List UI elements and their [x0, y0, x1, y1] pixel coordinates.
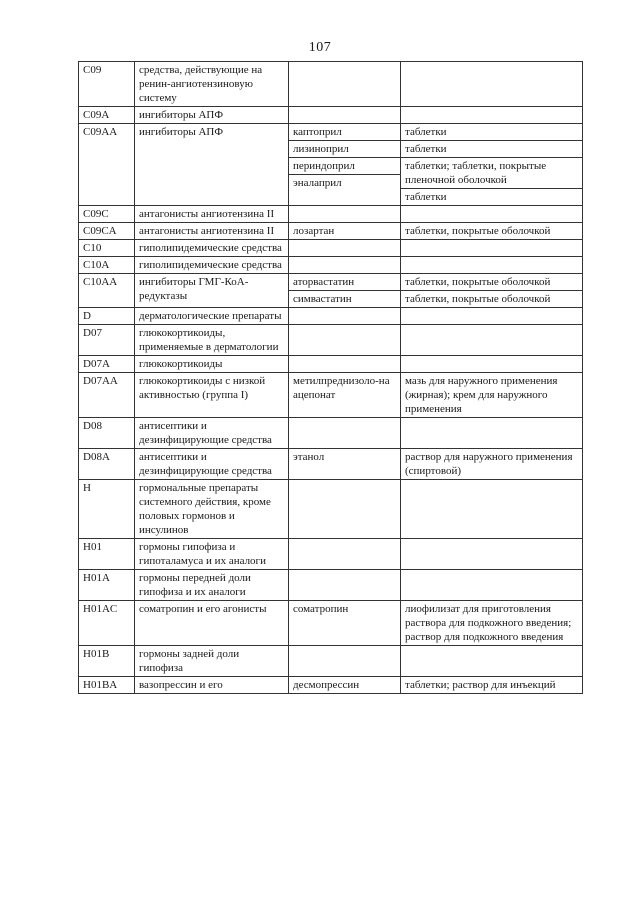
drug-name: десмопрессин [293, 679, 360, 691]
atc-code-cell: C09AA [79, 124, 135, 206]
page-number: 107 [308, 40, 332, 55]
dosage-form-cell [401, 570, 583, 601]
table-row [79, 62, 583, 107]
drug-name-cell [289, 646, 401, 677]
drug-name: эналаприл [289, 174, 400, 191]
atc-code-cell: D07A [79, 356, 135, 373]
drug-name-cell [289, 240, 401, 257]
dosage-form: таблетки [401, 188, 582, 205]
dosage-form-cell [401, 240, 583, 257]
anatomical-group-cell: соматропин и его агонисты [135, 601, 289, 646]
table-row [79, 107, 583, 124]
table-row [79, 308, 583, 325]
dosage-form-cell [401, 356, 583, 373]
dosage-form-cell [401, 418, 583, 449]
anatomical-group-cell: антагонисты ангиотензина II [135, 206, 289, 223]
dosage-form-cell [401, 677, 583, 694]
drug-name-cell [289, 274, 401, 308]
anatomical-group-cell: гиполипидемические средства [135, 240, 289, 257]
drug-name: симвастатин [289, 290, 400, 307]
drug-name-cell [289, 449, 401, 480]
table-row [79, 480, 583, 539]
anatomical-group-cell: глюкокортикоиды с низкой активностью (группа I) [135, 373, 289, 418]
anatomical-group-cell: гормоны передней доли гипофиза и их аналоги [135, 570, 289, 601]
dosage-form-cell [401, 206, 583, 223]
table-row [79, 677, 583, 694]
dosage-form-cell [401, 539, 583, 570]
dosage-form-cell [401, 62, 583, 107]
drug-name-cell [289, 325, 401, 356]
drug-name-cell [289, 373, 401, 418]
atc-table-body [79, 62, 583, 694]
table-row [79, 646, 583, 677]
table-row [79, 418, 583, 449]
atc-code-cell: H01BA [79, 677, 135, 694]
atc-code-cell: D [79, 308, 135, 325]
atc-code-cell: C10A [79, 257, 135, 274]
anatomical-group-cell: вазопрессин и его [135, 677, 289, 694]
atc-code-cell: C10 [79, 240, 135, 257]
atc-code-cell: D07AA [79, 373, 135, 418]
atc-code-cell: D08 [79, 418, 135, 449]
table-row [79, 223, 583, 240]
atc-code-cell: H01B [79, 646, 135, 677]
atc-code-cell: D07 [79, 325, 135, 356]
atc-code-cell: C09 [79, 62, 135, 107]
anatomical-group-cell: антисептики и дезинфицирующие средства [135, 449, 289, 480]
dosage-form-cell [401, 480, 583, 539]
table-row [79, 373, 583, 418]
atc-code-cell: H01 [79, 539, 135, 570]
dosage-form-cell [401, 274, 583, 308]
dosage-form-cell [401, 646, 583, 677]
anatomical-group-cell: ингибиторы АПФ [135, 124, 289, 206]
drug-name-cell [289, 539, 401, 570]
dosage-form-cell [401, 373, 583, 418]
dosage-form-cell [401, 601, 583, 646]
table-row [79, 274, 583, 308]
anatomical-group-cell: дерматологические препараты [135, 308, 289, 325]
anatomical-group-cell: гормоны задней доли гипофиза [135, 646, 289, 677]
drug-name-cell [289, 480, 401, 539]
drug-name-cell [289, 677, 401, 694]
atc-code-cell: C09C [79, 206, 135, 223]
drug-name: соматропин [293, 603, 349, 615]
drug-name: лозартан [293, 225, 335, 237]
dosage-form-cell [401, 124, 583, 206]
drug-name-cell [289, 257, 401, 274]
drug-name: каптоприл [293, 126, 342, 138]
table-row [79, 206, 583, 223]
dosage-form-cell [401, 107, 583, 124]
table-row [79, 539, 583, 570]
drug-name-cell [289, 107, 401, 124]
dosage-form: таблетки, покрытые оболочкой [401, 290, 582, 307]
atc-code-cell: H01AC [79, 601, 135, 646]
drug-name-cell [289, 62, 401, 107]
dosage-form-cell [401, 223, 583, 240]
dosage-form-cell [401, 257, 583, 274]
table-row [79, 570, 583, 601]
atc-code-cell: H01A [79, 570, 135, 601]
drug-name-cell [289, 124, 401, 206]
atc-code-cell: D08A [79, 449, 135, 480]
anatomical-group-cell: глюкокортикоиды [135, 356, 289, 373]
atc-code-cell: C10AA [79, 274, 135, 308]
drug-name: метилпреднизоло-на ацепонат [293, 375, 390, 401]
dosage-form: мазь для наружного применения (жирная); крем для наружного применения [405, 375, 558, 415]
table-row [79, 124, 583, 206]
dosage-form: таблетки [405, 126, 447, 138]
table-row [79, 449, 583, 480]
dosage-form-cell [401, 449, 583, 480]
dosage-form: таблетки; раствор для инъекций [405, 679, 556, 691]
dosage-form-cell [401, 325, 583, 356]
dosage-form: таблетки, покрытые оболочкой [405, 276, 551, 288]
anatomical-group-cell: гормональные препараты системного действия, кроме половых гормонов и инсулинов [135, 480, 289, 539]
anatomical-group-cell: гормоны гипофиза и гипоталамуса и их аналоги [135, 539, 289, 570]
atc-drug-table [78, 61, 583, 694]
atc-code-cell: C09A [79, 107, 135, 124]
dosage-form-cell [401, 308, 583, 325]
dosage-form: раствор для наружного применения (спиртовой) [405, 451, 573, 477]
table-row [79, 325, 583, 356]
drug-name: лизиноприл [289, 140, 400, 157]
drug-name: периндоприл [289, 157, 400, 174]
anatomical-group-cell: средства, действующие на ренин-ангиотензиновую систему [135, 62, 289, 107]
dosage-form: таблетки, покрытые оболочкой [405, 225, 551, 237]
anatomical-group-cell: антагонисты ангиотензина II [135, 223, 289, 240]
dosage-form: таблетки; таблетки, покрытые пленочной оболочкой [401, 157, 582, 188]
anatomical-group-cell: антисептики и дезинфицирующие средства [135, 418, 289, 449]
drug-name-cell [289, 308, 401, 325]
drug-name-cell [289, 223, 401, 240]
drug-name-cell [289, 601, 401, 646]
anatomical-group-cell: ингибиторы ГМГ-КоА-редуктазы [135, 274, 289, 308]
atc-code-cell: H [79, 480, 135, 539]
anatomical-group-cell: ингибиторы АПФ [135, 107, 289, 124]
drug-name-cell [289, 356, 401, 373]
table-row [79, 356, 583, 373]
table-row [79, 257, 583, 274]
drug-name: аторвастатин [293, 276, 355, 288]
atc-code-cell: C09CA [79, 223, 135, 240]
drug-name-cell [289, 418, 401, 449]
drug-name: этанол [293, 451, 325, 463]
drug-name-cell [289, 570, 401, 601]
dosage-form: таблетки [401, 140, 582, 157]
table-row [79, 240, 583, 257]
anatomical-group-cell: глюкокортикоиды, применяемые в дерматологии [135, 325, 289, 356]
anatomical-group-cell: гиполипидемические средства [135, 257, 289, 274]
table-row [79, 601, 583, 646]
drug-name-cell [289, 206, 401, 223]
dosage-form: лиофилизат для приготовления раствора для подкожного введения; раствор для подкожного введения [405, 603, 572, 643]
